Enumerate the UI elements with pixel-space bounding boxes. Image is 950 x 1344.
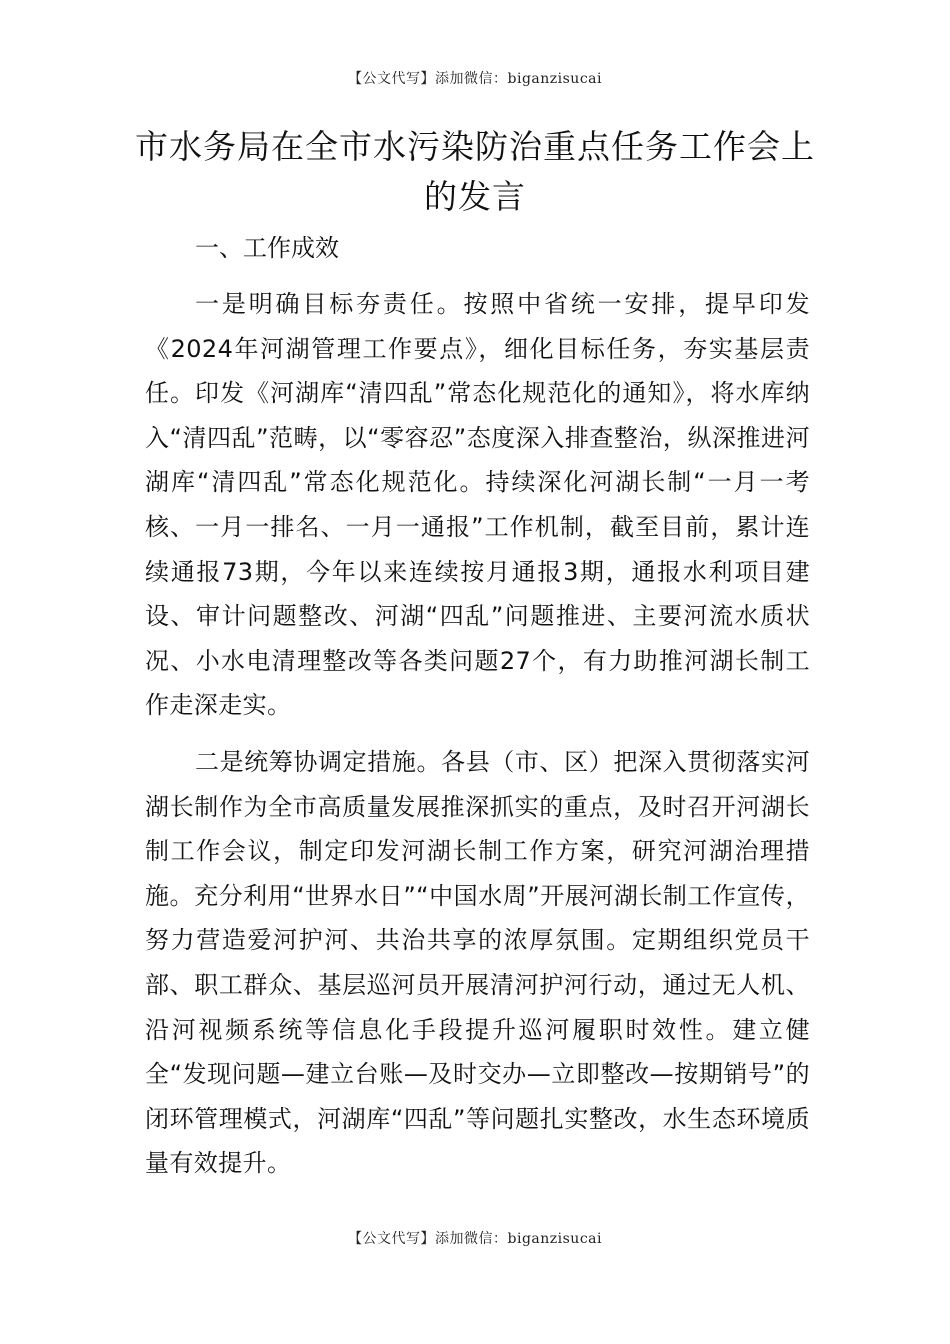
section-heading: 一、工作成效	[195, 234, 339, 262]
header-watermark-note: 【公文代写】添加微信：biganzisucai	[348, 71, 602, 87]
document-title: 市水务局在全市水污染防治重点任务工作会上的发言	[135, 127, 815, 216]
document-body	[145, 226, 810, 1198]
paragraph-1: 一是明确目标夯责任。按照中省统一安排，提早印发《2024年河湖管理工作要点》，细化目标任务，夯实基层责任。印发《河湖库“清四乱”常态化规范化的通知》，将水库纳入“清四乱”范畴，以“零容忍”态度深入排查整治，纵深推进河湖库“清四乱”常态化规范化。持续深化河湖长制“一月一考核、一月一排名、一月一通报”工作机制，截至目前，累计连续通报73期，今年以来连续按月通报3期，通报水利项目建设、审计问题整改、河湖“四乱”问题推进、主要河流水质状况、小水电清理整改等各类问题27个，有力助推河湖长制工作走深走实。	[145, 290, 810, 720]
paragraph-2: 二是统筹协调定措施。各县（市、区）把深入贯彻落实河湖长制作为全市高质量发展推深抓实的重点，及时召开河湖长制工作会议，制定印发河湖长制工作方案，研究河湖治理措施。充分利用“世界水日”“中国水周”开展河湖长制工作宣传，努力营造爱河护河、共治共享的浓厚氛围。定期组织党员干部、职工群众、基层巡河员开展清河护河行动，通过无人机、沿河视频系统等信息化手段提升巡河履职时效性。建立健全“发现问题—建立台账—及时交办—立即整改—按期销号”的闭环管理模式，河湖库“四乱”等问题扎实整改，水生态环境质量有效提升。	[145, 747, 810, 1178]
footer-watermark-note: 【公文代写】添加微信：biganzisucai	[348, 1231, 602, 1247]
